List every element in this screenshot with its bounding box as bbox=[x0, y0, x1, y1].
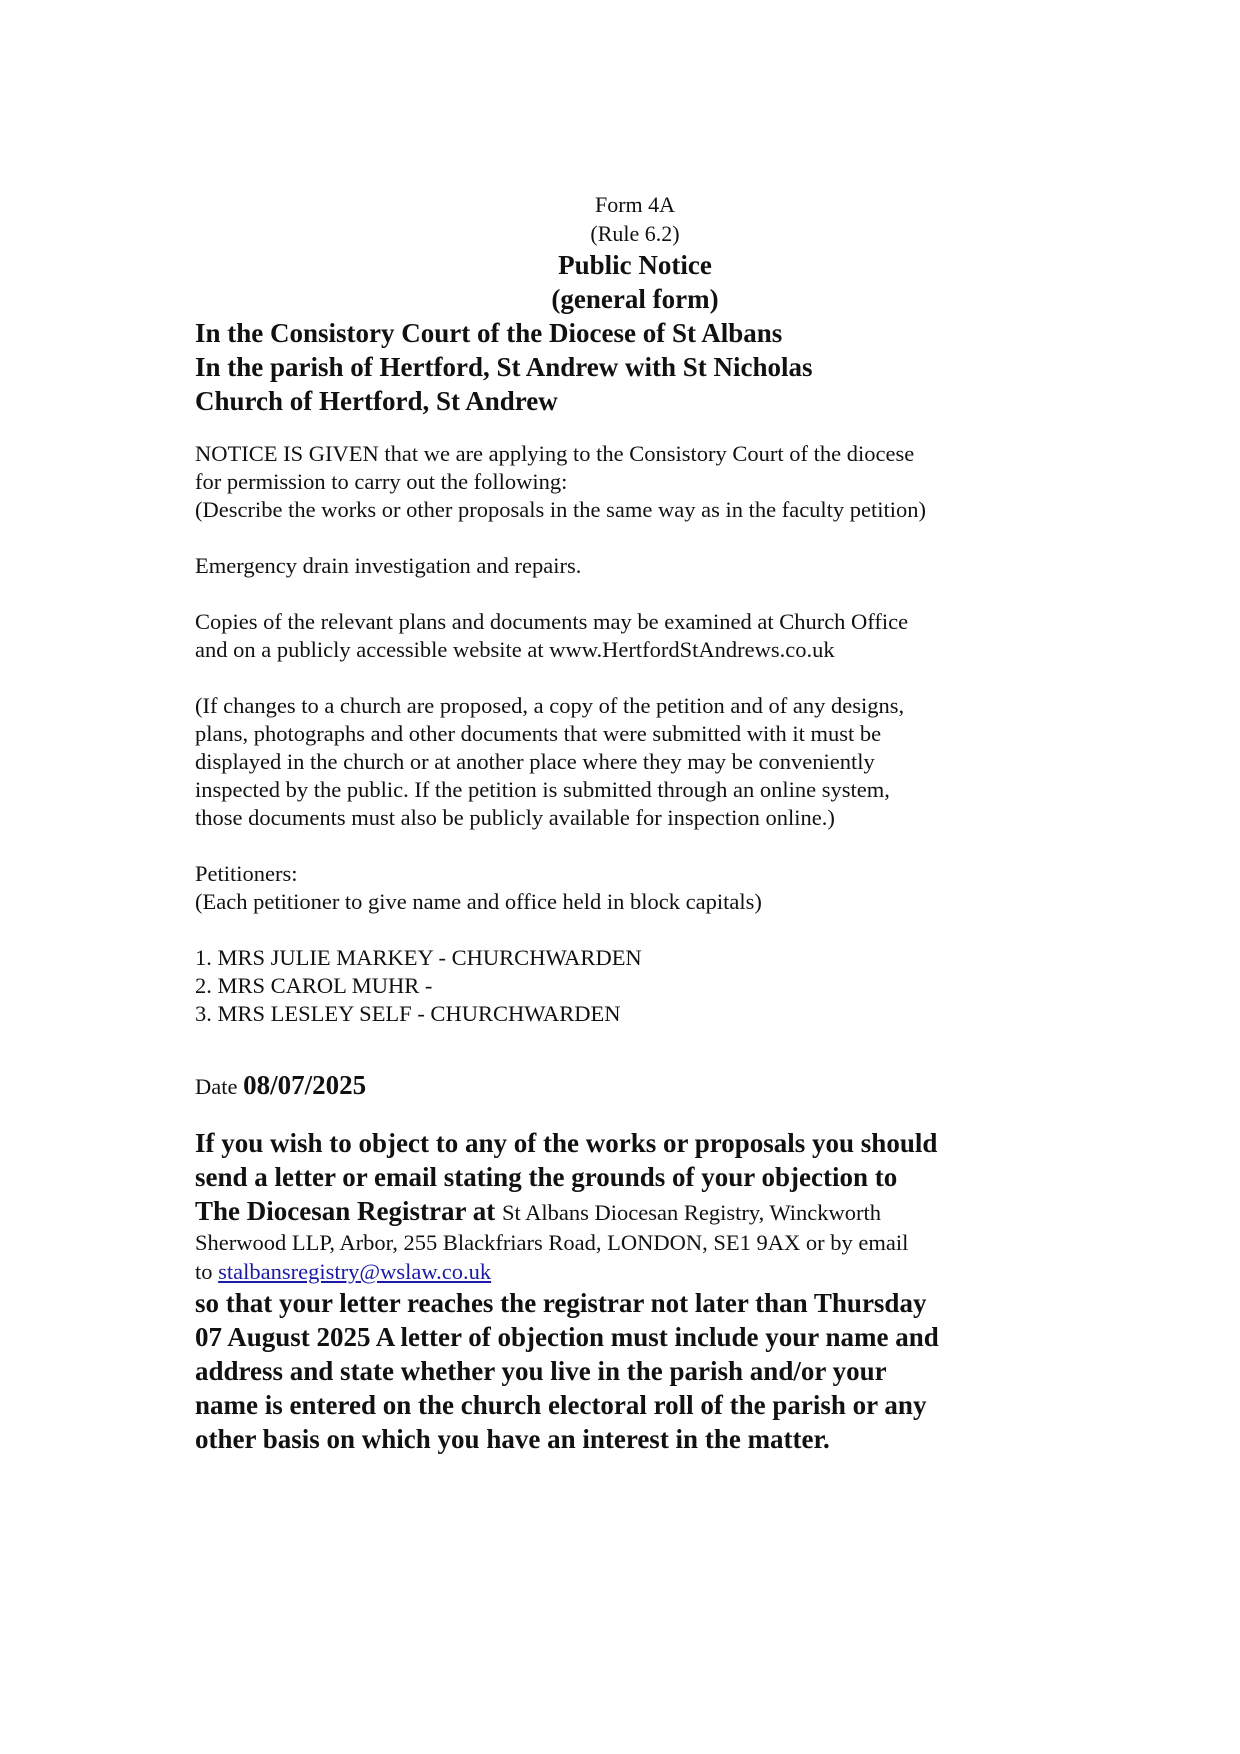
list-item: 3. MRS LESLEY SELF - CHURCHWARDEN bbox=[195, 1001, 621, 1026]
notice-subtitle: (general form) bbox=[551, 284, 719, 314]
objection-line-1: If you wish to object to any of the works or proposals you should bbox=[195, 1128, 938, 1158]
deadline-line-1: so that your letter reaches the registrar not later than Thursday bbox=[195, 1288, 927, 1318]
notice-line-3: (Describe the works or other proposals in the same way as in the faculty petition) bbox=[195, 497, 927, 522]
if-changes-line-3: displayed in the church or at another place where they may be conveniently bbox=[195, 749, 875, 774]
objection-line-2: send a letter or email stating the grounds of your objection to bbox=[195, 1162, 898, 1192]
rule-reference: (Rule 6.2) bbox=[590, 221, 680, 246]
copies-paragraph bbox=[195, 608, 1075, 664]
if-changes-paragraph bbox=[195, 692, 1075, 832]
registry-address-start: St Albans Diocesan Registry, Winckworth bbox=[501, 1200, 882, 1225]
notice-line-2: for permission to carry out the following: bbox=[195, 469, 568, 494]
petitioners-instruction: (Each petitioner to give name and office held in block capitals) bbox=[195, 889, 762, 914]
if-changes-line-4: inspected by the public. If the petition is submitted through an online system, bbox=[195, 777, 890, 802]
petitioners-label: Petitioners: bbox=[195, 861, 298, 886]
objection-line-3 bbox=[195, 1194, 1075, 1228]
public-notice-document bbox=[195, 190, 1075, 1456]
registrar-label: The Diocesan Registrar at bbox=[195, 1196, 496, 1226]
parish-heading: In the parish of Hertford, St Andrew with St Nicholas bbox=[195, 352, 813, 382]
if-changes-line-2: plans, photographs and other documents that were submitted with it must be bbox=[195, 721, 882, 746]
copies-line-1: Copies of the relevant plans and documents may be examined at Church Office bbox=[195, 609, 909, 634]
petitioners-list bbox=[195, 944, 1075, 1028]
date-line bbox=[195, 1068, 1075, 1104]
date-value: 08/07/2025 bbox=[243, 1070, 367, 1100]
list-item: 2. MRS CAROL MUHR - bbox=[195, 973, 433, 998]
deadline-paragraph bbox=[195, 1286, 1075, 1456]
deadline-line-5: other basis on which you have an interest in the matter. bbox=[195, 1424, 830, 1454]
if-changes-line-1: (If changes to a church are proposed, a copy of the petition and of any designs, bbox=[195, 693, 905, 718]
registry-address-line: Sherwood LLP, Arbor, 255 Blackfriars Road, LONDON, SE1 9AX or by email bbox=[195, 1230, 909, 1255]
email-prefix: to bbox=[195, 1259, 213, 1284]
deadline-line-4: name is entered on the church electoral roll of the parish or any bbox=[195, 1390, 927, 1420]
registry-email-link[interactable]: stalbansregistry@wslaw.co.uk bbox=[218, 1259, 492, 1284]
form-header bbox=[195, 190, 1075, 316]
list-item: 1. MRS JULIE MARKEY - CHURCHWARDEN bbox=[195, 945, 642, 970]
date-label: Date bbox=[195, 1074, 238, 1099]
notice-title: Public Notice bbox=[558, 250, 712, 280]
notice-line-1: NOTICE IS GIVEN that we are applying to the Consistory Court of the diocese bbox=[195, 441, 915, 466]
objection-paragraph bbox=[195, 1126, 1075, 1286]
deadline-line-2: 07 August 2025 A letter of objection must include your name and bbox=[195, 1322, 939, 1352]
email-line bbox=[195, 1257, 1075, 1286]
notice-paragraph bbox=[195, 440, 1075, 524]
form-number: Form 4A bbox=[594, 192, 676, 217]
copies-line-2: and on a publicly accessible website at www.HertfordStAndrews.co.uk bbox=[195, 637, 835, 662]
deadline-line-3: address and state whether you live in the parish and/or your bbox=[195, 1356, 887, 1386]
if-changes-line-5: those documents must also be publicly available for inspection online.) bbox=[195, 805, 835, 830]
church-heading: Church of Hertford, St Andrew bbox=[195, 386, 558, 416]
petitioners-section bbox=[195, 860, 1075, 916]
court-heading: In the Consistory Court of the Diocese of St Albans bbox=[195, 318, 783, 348]
works-description: Emergency drain investigation and repairs. bbox=[195, 553, 582, 578]
